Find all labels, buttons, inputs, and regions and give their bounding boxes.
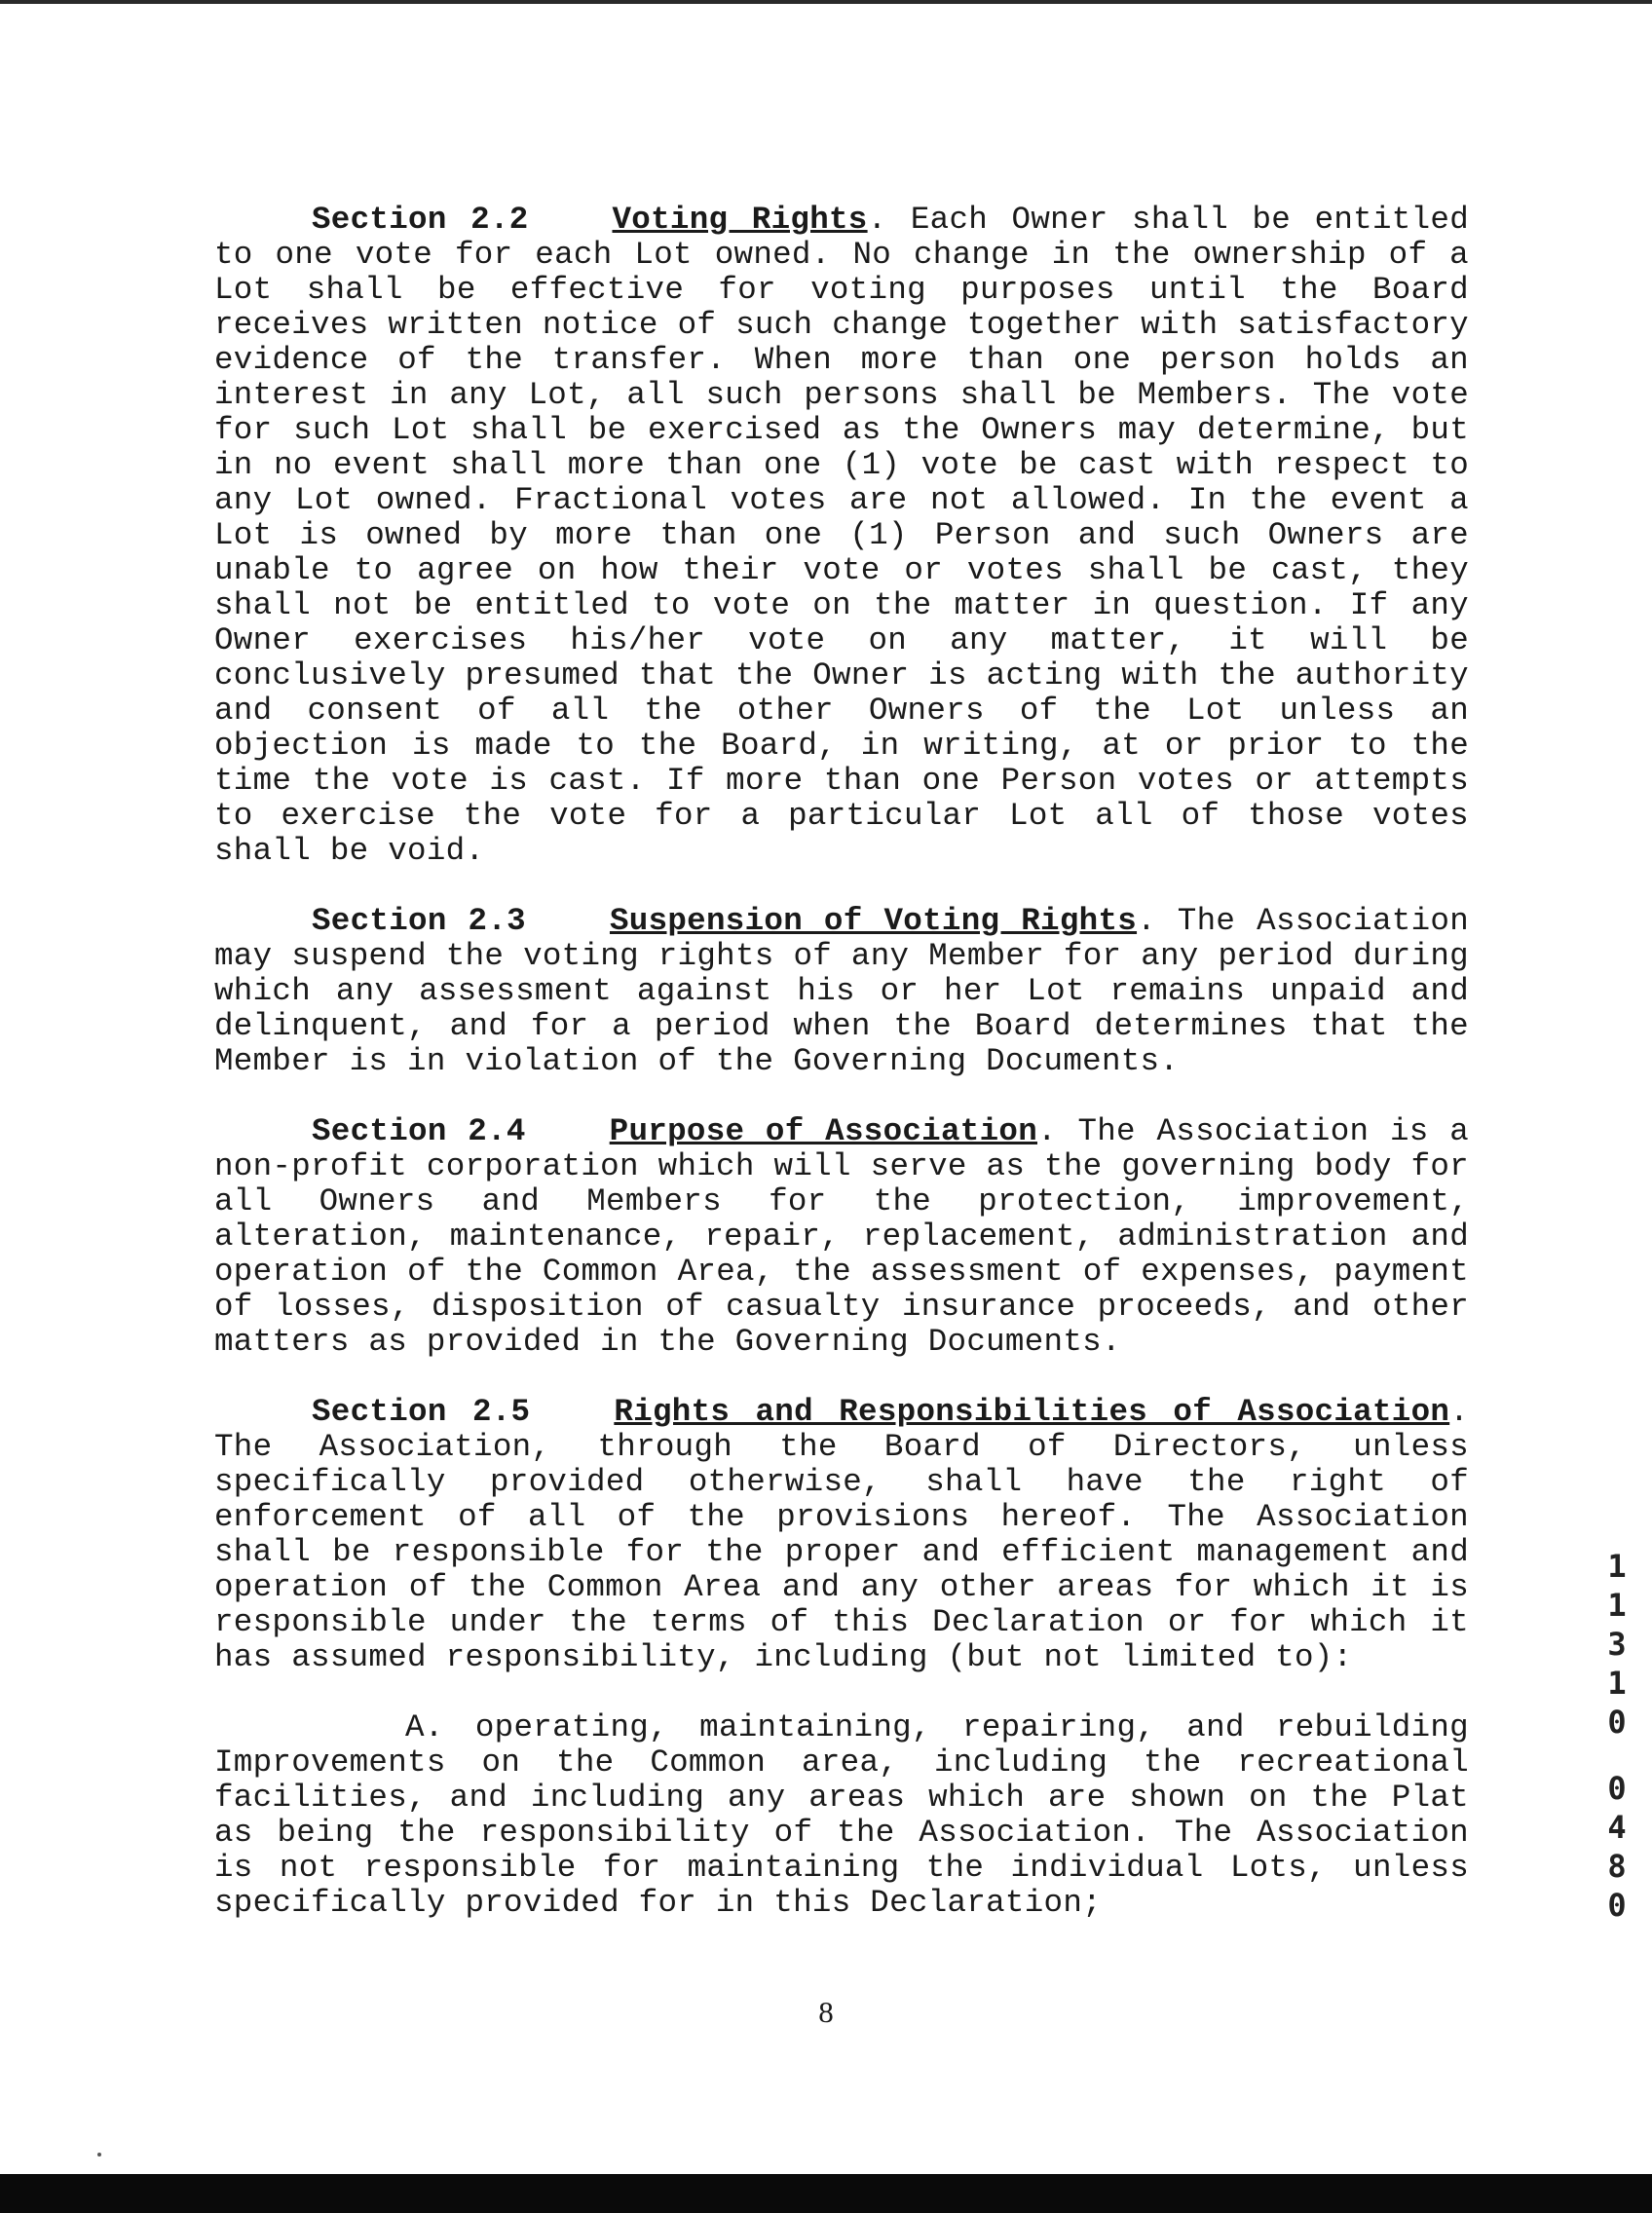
page-number: 8: [818, 1995, 834, 2029]
section-2-4: Section 2.4 Purpose of Association. The Association is a non-profit corporation which will serve as the governing body for all Owners and Members for the protection, improvement, alteration, maintenance, repair, replacement, administration and operation of the Common Area, the assessment of expenses, payment of losses, disposition of casualty insurance proceeds, and other matters as provided in the Governing Documents.: [214, 1113, 1469, 1360]
section-body: The Association, through the Board of Directors, unless specifically provided otherwise, shall have the right of enforcement of all of the provisions hereof. The Association shall be responsible for the proper and efficient management and operation of the Common Area and any other areas for which it is responsible under the terms of this Declaration or for which it has assumed responsibility, including (but not limited to):: [214, 1429, 1469, 1675]
stamp-digit: 4: [1607, 1809, 1627, 1846]
subitem-label: A.: [405, 1709, 444, 1745]
section-2-3: Section 2.3 Suspension of Voting Rights. The Association may suspend the voting rights of any Member for any period during which any assessment against his or her Lot remains unpaid and delinquent, and for a period when the Board determines that the Member is in violation of the Governing Documents.: [214, 903, 1469, 1079]
section-title: Purpose of Association: [609, 1113, 1037, 1149]
document-page: [214, 203, 1469, 1956]
stamp-digit: 1: [1607, 1587, 1627, 1624]
stamp-digit: 0: [1607, 1770, 1627, 1807]
section-body: Each Owner shall be entitled to one vote for each Lot owned. No change in the ownership of a Lot shall be effective for voting purposes until the Board receives written notice of such change together with satisfactory evidence of the transfer. When more than one person holds an interest in any Lot, all such persons shall be Members. The vote for such Lot shall be exercised as the Owners may determine, but in no event shall more than one (1) vote be cast with respect to any Lot owned. Fractional votes are not allowed. In the event a Lot is owned by more than one (1) Person and such Owners are unable to agree on how their vote or votes shall be cast, they shall not be entitled to vote on the matter in question. If any Owner exercises his/her vote on any matter, it will be conclusively presumed that the Owner is acting with the authority and consent of all the other Owners of the Lot unless an objection is made to the Board, in writing, at or prior to the time the vote is cast. If more than one Person votes or attempts to exercise the vote for a particular Lot all of those votes shall be void.: [214, 202, 1469, 869]
subitem-body: operating, maintaining, repairing, and rebuilding Improvements on the Common area, including the recreational facilities, and including any areas which are shown on the Plat as being the responsibility of the Association. The Association is not responsible for maintaining the individual Lots, unless specifically provided for in this Declaration;: [214, 1709, 1469, 1921]
margin-stamp: [1605, 1547, 1629, 1925]
section-number: Section 2.2: [312, 202, 529, 238]
stamp-digit: 8: [1607, 1848, 1627, 1885]
section-title: Suspension of Voting Rights: [609, 903, 1138, 939]
section-number: Section 2.4: [312, 1113, 526, 1149]
stamp-digit: 1: [1607, 1548, 1627, 1585]
subitem-a: [214, 1710, 1469, 1921]
stamp-digit: 1: [1607, 1665, 1627, 1702]
section-title: Rights and Responsibilities of Association: [614, 1394, 1450, 1430]
section-number: Section 2.3: [312, 903, 526, 939]
scan-speck: [97, 2153, 101, 2157]
section-body: The Association may suspend the voting rights of any Member for any period during which any assessment against his or her Lot remains unpaid and delinquent, and for a period when the Board determines that the Member is in violation of the Governing Documents.: [214, 903, 1469, 1079]
section-body: The Association is a non-profit corporation which will serve as the governing body for all Owners and Members for the protection, improvement, alteration, maintenance, repair, replacement, administration and operation of the Common Area, the assessment of expenses, payment of losses, disposition of casualty insurance proceeds, and other matters as provided in the Governing Documents.: [214, 1113, 1469, 1360]
section-title: Voting Rights: [612, 202, 868, 238]
stamp-digit: 0: [1607, 1704, 1627, 1741]
stamp-digit: 0: [1607, 1887, 1627, 1924]
scan-bottom-edge: [0, 2174, 1652, 2213]
stamp-digit: 3: [1607, 1626, 1627, 1663]
section-number: Section 2.5: [312, 1394, 531, 1430]
section-2-2: Section 2.2 Voting Rights. Each Owner shall be entitled to one vote for each Lot owned. No change in the ownership of a Lot shall be effective for voting purposes until the Board receives written notice of such change together with satisfactory evidence of the transfer. When more than one person holds an interest in any Lot, all such persons shall be Members. The vote for such Lot shall be exercised as the Owners may determine, but in no event shall more than one (1) vote be cast with respect to any Lot owned. Fractional votes are not allowed. In the event a Lot is owned by more than one (1) Person and such Owners are unable to agree on how their vote or votes shall be cast, they shall not be entitled to vote on the matter in question. If any Owner exercises his/her vote on any matter, it will be conclusively presumed that the Owner is acting with the authority and consent of all the other Owners of the Lot unless an objection is made to the Board, in writing, at or prior to the time the vote is cast. If more than one Person votes or attempts to exercise the vote for a particular Lot all of those votes shall be void.: [214, 202, 1469, 869]
scan-top-edge: [0, 0, 1652, 4]
section-2-5: Section 2.5 Rights and Responsibilities of Association. The Association, through the Board of Directors, unless specifically provided otherwise, shall have the right of enforcement of all of the provisions hereof. The Association shall be responsible for the proper and efficient management and operation of the Common Area and any other areas for which it is responsible under the terms of this Declaration or for which it has assumed responsibility, including (but not limited to):: [214, 1394, 1469, 1675]
